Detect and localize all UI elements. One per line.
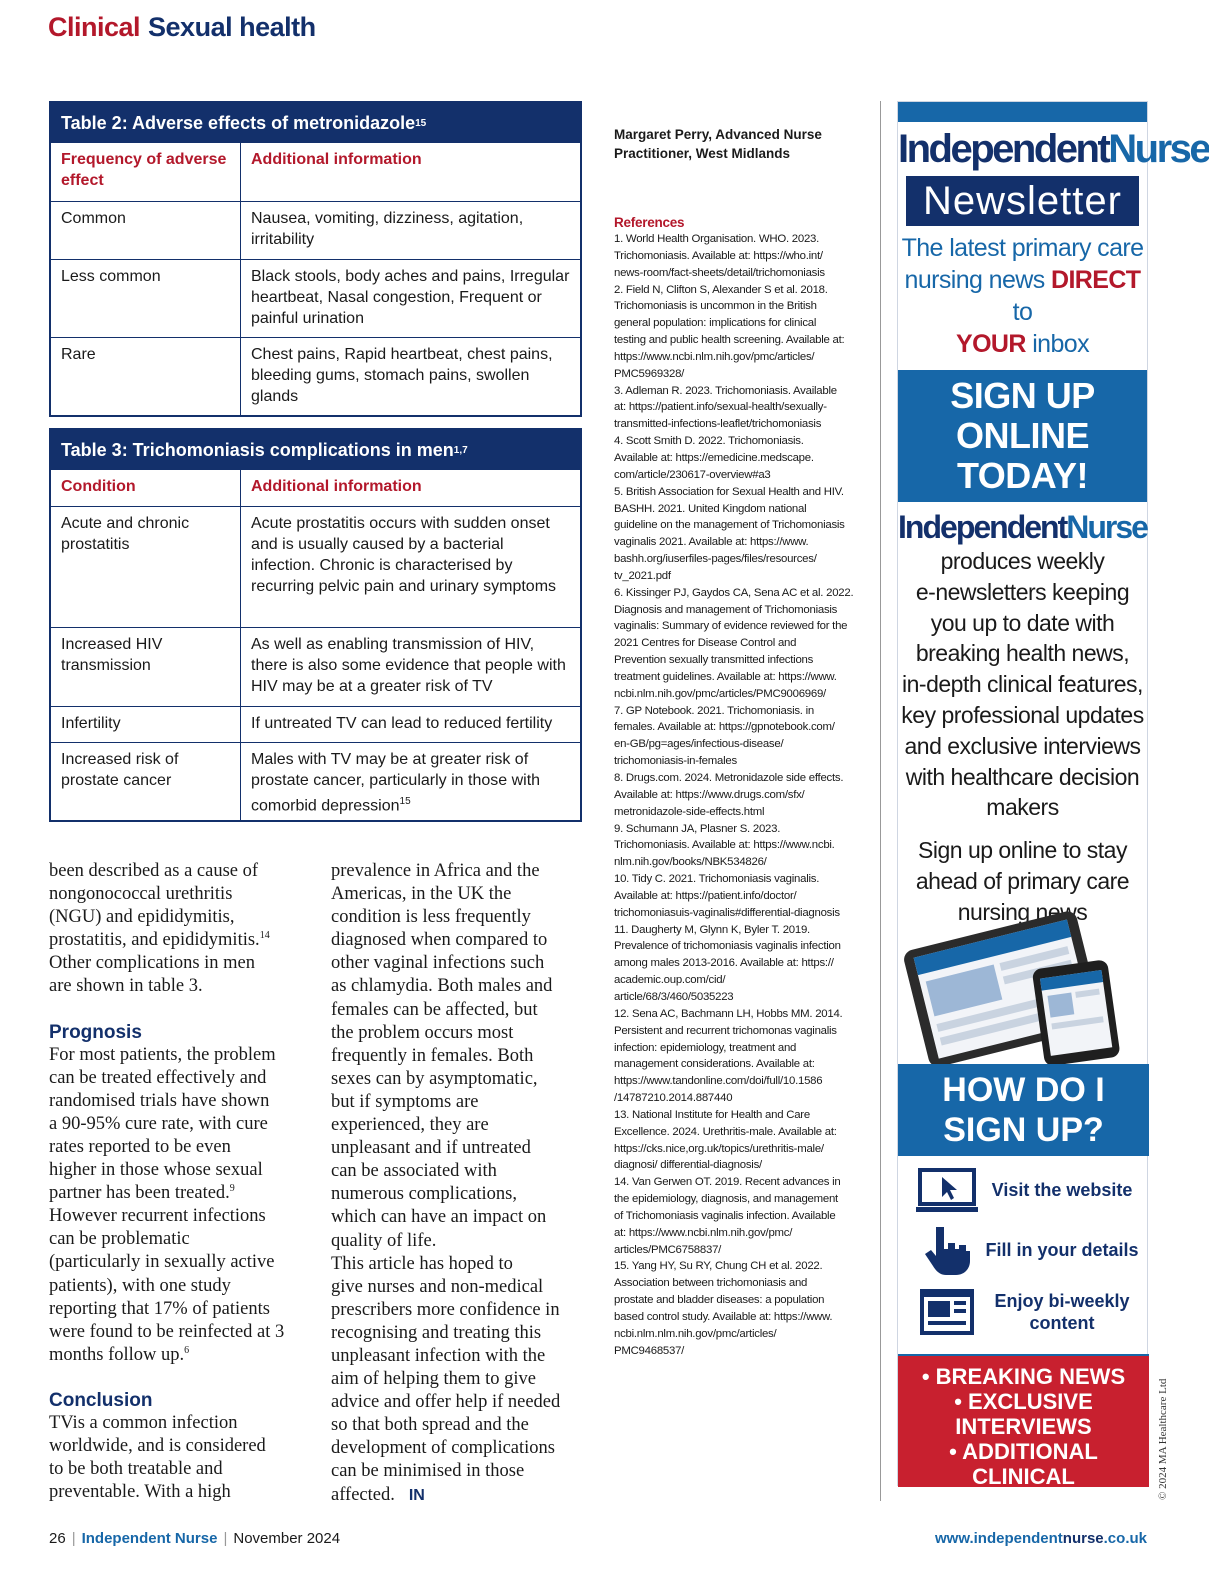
- step-enjoy-content[interactable]: Enjoy bi-weekly content: [916, 1284, 1146, 1340]
- body-paragraph: prevalence in Africa and the Americas, in the UK the condition is less frequently diagnosed when compared to other vaginal infections such as chlamydia. Both males and females can be affected, but the problem occurs most frequently in females. Both sexes can by asymptomatic, but if symptoms are experienced, they are unpleasant and if untreated can be associated with numerous complications, which can have an impact on quality of life.: [331, 861, 553, 1251]
- section-label: Clinical: [48, 12, 141, 42]
- table-2-col2-header: Additional information: [251, 151, 422, 168]
- devices-illustration: [898, 902, 1149, 1062]
- copyright-notice: © 2024 MA Healthcare Ltd: [1157, 1378, 1169, 1500]
- website-link[interactable]: www.independentnurse.co.uk: [935, 1530, 1147, 1547]
- ad-top-bar: [898, 102, 1147, 122]
- ad-benefits: • BREAKING NEWS • EXCLUSIVE INTERVIEWS • ADDITIONAL CLINICAL CONTENT: [898, 1354, 1149, 1487]
- magazine-name: Independent Nurse: [81, 1530, 218, 1547]
- table-3-col1-header: Condition: [51, 470, 241, 506]
- body-paragraph: This article has hoped to give nurses and non-medical prescribers more confidence in recognising and treating this unpleasant infection with the aim of helping them to give advice and offer help if needed so that both spread and the development of complications can be minimised in those affected. IN: [331, 1253, 561, 1505]
- column-divider: [880, 101, 881, 1501]
- table-3-header: [51, 470, 580, 506]
- references-list: 1. World Health Organisation. WHO. 2023. Trichomoniasis. Available at: https://who.int/ news-room/fact-sheets/detail/trichomoniasis 2. Field N, Clifton S, Alexander S et al. 2018. Trichomoniasis is uncommon in the British general population: implications for clinical testing and public health screening. Available at: https://www.ncbi.nlm.nih.gov/pmc/articles/ PMC5969328/ 3. Adleman R. 2023. Trichomoniasis. Available at: https://patient.info/sexual-health/sexually- transmitted-infections-leaflet/trichomoniasis 4. Scott Smith D. 2022. Trichomoniasis. Available at: https://emedicine.medscape. com/article/230617-overview#a3 5. British Association for Sexual Health and HIV. BASHH. 2021. United Kingdom national guideline on the management of Trichomoniasis vaginalis 2021. Available at: https://www. bashh.org/iuserfiles-pages/files/resources/ tv_2021.pdf 6. Kissinger PJ, Gaydos CA, Sena AC et al. 2022. Diagnosis and management of Trichomoniasis vaginalis: Summary of evidence reviewed for the 2021 Centres for Disease Control and Prevention sexually transmitted infections treatment guidelines. Available at: https://www. ncbi.nlm.nih.gov/pmc/articles/PMC9006969/ 7. GP Notebook. 2021. Trichomoniasis. in females. Available at: https://gpnotebook.com/ en-GB/pg=ages/infectious-disease/ trichomoniasis-in-females 8. Drugs.com. 2024. Metronidazole side effects. Available at: https://www.drugs.com/sfx/ metronidazole-side-effects.html 9. Schumann JA, Plasner S. 2023. Trichomoniasis. Available at: https://www.ncbi. nlm.nih.gov/books/NBK534826/ 10. Tidy C. 2021. Trichomoniasis vaginalis. Available at: https://patient.info/doctor/ trichomoniasuis-vaginalis#differential-diagnosis 11. Daugherty M, Glynn K, Byler T. 2019. Prevalence of trichomoniasis vaginalis infection among males 2013-2016. Available at: https:// academic.oup.com/cid/ article/68/3/460/5035223 12. Sena AC, Bachmann LH, Hobbs MM. 2014. Persistent and recurrent trichomonas vaginalis infection: epidemiology, treatment and management considerations. Available at: https://www.tandonline.com/doi/full/10.1586 /14787210.2014.887440 13. National Institute for Health and Care Excellence. 2024. Urethritis-male. Available at: https://cks.nice,org.uk/topics/urethritis-male/ diagnosi/ differential-diagnosis/ 14. Van Gerwen OT. 2019. Recent advances in the epidemiology, diagnosis, and management of Trichomoniasis vaginalis infection. Available at: https://www.ncbi.nlm.nih.gov/pmc/ articles/PMC6758837/ 15. Yang HY, Su RY, Chung CH et al. 2022. Association between trichomoniasis and prostate and bladder diseases: a population based control study. Available at: https://www. ncbi.nlm.nlm.nih.gov/pmc/articles/ PMC9468537/: [614, 233, 854, 1357]
- table-row: Less common Black stools, body aches and pains, Irregular heartbeat, Nasal congestion, Frequent or painful urination: [51, 259, 580, 337]
- table-row: Rare Chest pains, Rapid heartbeat, chest pains, bleeding gums, stomach pains, swollen glands: [51, 337, 580, 415]
- how-to-signup-banner: HOW DO I SIGN UP?: [898, 1064, 1149, 1156]
- table-2-col1-header: Frequency of adverse effect: [51, 143, 241, 201]
- references-heading: References: [614, 215, 685, 230]
- page-footer: 26 | Independent Nurse | November 2024: [49, 1530, 341, 1547]
- brand-logo-small: IndependentNurse: [898, 509, 1147, 545]
- issue-date: November 2024: [233, 1530, 341, 1547]
- newsletter-banner: Newsletter: [906, 176, 1139, 226]
- step-fill-details[interactable]: Fill in your details: [916, 1222, 1146, 1278]
- author-credit: Margaret Perry, Advanced Nurse Practitioner, West Midlands: [614, 127, 822, 161]
- page-number: 26: [49, 1530, 66, 1547]
- table-row: Increased risk of prostate cancer Males with TV may be at greater risk of prostate cancer, particularly in those with comorbid depression$^{15}$: [51, 742, 580, 820]
- page-header: [48, 12, 316, 43]
- conclusion-paragraph: TVis a common infection worldwide, and is considered to be both treatable and preventable. With a high: [49, 1412, 266, 1503]
- table-2-title: Table 2: Adverse effects of metronidazole 15: [51, 103, 580, 143]
- computer-icon: [916, 1165, 978, 1215]
- subsection-label: Sexual health: [148, 12, 316, 42]
- step-visit-website[interactable]: Visit the website: [916, 1162, 1146, 1218]
- pointer-hand-icon: [916, 1225, 978, 1275]
- end-mark: IN: [408, 1486, 425, 1504]
- signup-banner[interactable]: SIGN UP ONLINE TODAY!: [898, 370, 1147, 502]
- browser-window-icon: [916, 1287, 978, 1337]
- body-column-1: [49, 860, 314, 1504]
- table-3-col2-header: Additional information: [251, 478, 422, 495]
- prognosis-heading: Prognosis: [49, 1021, 142, 1043]
- body-paragraph: been described as a cause of nongonococcal urethritis (NGU) and epididymitis, prostatitis, and epididymitis.$^{14}$ Other complications in men are shown in table 3.: [49, 861, 270, 997]
- table-row: Infertility If untreated TV can lead to reduced fertility: [51, 706, 580, 742]
- table-row: Increased HIV transmission As well as enabling transmission of HIV, there is also some evidence that people with HIV may be at a greater risk of TV: [51, 627, 580, 706]
- table-3-title: Table 3: Trichomoniasis complications in men 1,7: [51, 430, 580, 470]
- table-3: [49, 428, 582, 822]
- table-2-header: [51, 143, 580, 201]
- ad-blurb-2: Sign up online to stay ahead of primary care nursing news: [915, 837, 1130, 925]
- references: [614, 214, 874, 1360]
- body-column-2: [331, 860, 591, 1507]
- ad-blurb: produces weekly e-newsletters keeping you up to date with breaking health news, in-depth clinical features, key professional updates and exclusive interviews with healthcare decision makers: [901, 548, 1144, 821]
- brand-logo: IndependentNurse: [898, 127, 1209, 171]
- prognosis-paragraph: For most patients, the problem can be treated effectively and randomised trials have shown a 90-95% cure rate, with cure rates reported to be even higher in those whose sexual partner has been treated.$^9$ However recurrent infections can be problematic (particularly in sexually active patients), with one study reporting that 17% of patients were found to be reinfected at 3 months follow up.$^6$: [49, 1044, 285, 1365]
- table-row: Common Nausea, vomiting, dizziness, agitation, irritability: [51, 201, 580, 259]
- table-2: [49, 101, 582, 417]
- table-row: Acute and chronic prostatitis Acute prostatitis occurs with sudden onset and is usually caused by a bacterial infection. Chronic is characterised by recurring pelvic pain and urinary symptoms: [51, 506, 580, 627]
- ad-tagline: The latest primary care nursing news DIRECT to YOUR inbox: [901, 234, 1144, 358]
- conclusion-heading: Conclusion: [49, 1389, 153, 1411]
